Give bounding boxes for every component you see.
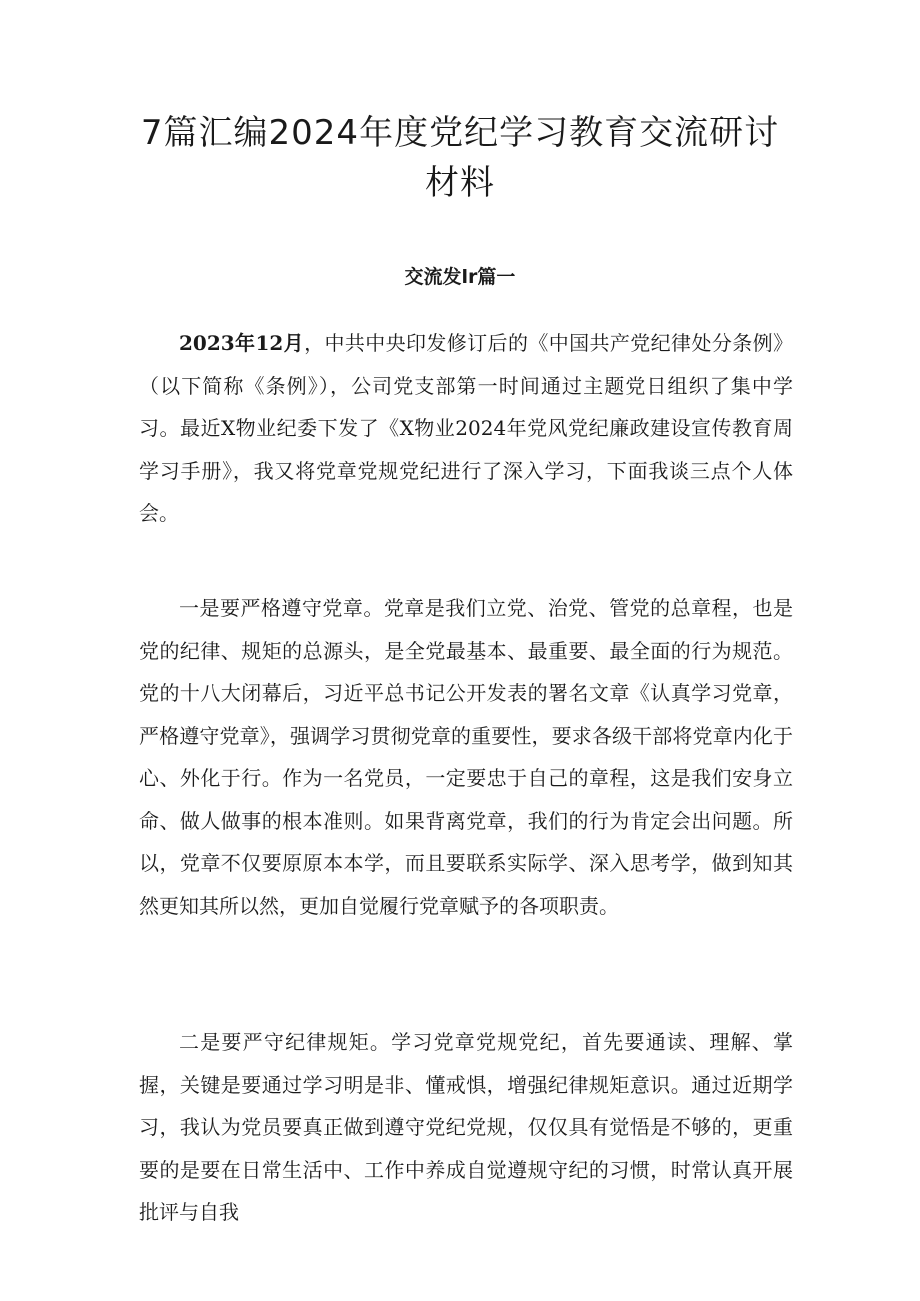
section-heading: 交流发lr篇一 (404, 266, 516, 288)
document-title-line-1: 7篇汇编2024年度党纪学习教育交流研讨 (140, 113, 780, 153)
paragraph-3: 二是要严守纪律规矩。学习党章党规党纪，首先要通读、理解、掌握，关键是要通过学习明是非、懂戒惧，增强纪律规矩意识。通过近期学习，我认为党员要真正做到遵守党纪党规，仅仅具有觉悟是不够的，更重要的是要在日常生活中、工作中养成自觉遵规守纪的习惯，时常认真开展批评与自我 (139, 1030, 793, 1224)
paragraph-1 (139, 322, 793, 535)
paragraph-1-date: 2023年12月 (179, 331, 305, 355)
paragraph-1-text: ，中共中央印发修订后的《中国共产党纪律处分条例》（以下简称《条例》），公司党支部第一时间通过主题党日组织了集中学习。最近X物业纪委下发了《X物业2024年党风党纪廉政建设宣传教育周学习手册》，我又将党章党规党纪进行了深入学习，下面我谈三点个人体会。 (139, 331, 794, 525)
document-title-line-2: 材料 (425, 163, 495, 203)
paragraph-2: 一是要严格遵守党章。党章是我们立党、治党、管党的总章程，也是党的纪律、规矩的总源头，是全党最基本、最重要、最全面的行为规范。党的十八大闭幕后，习近平总书记公开发表的署名文章《认真学习党章，严格遵守党章》，强调学习贯彻党章的重要性，要求各级干部将党章内化于心、外化于行。作为一名党员，一定要忠于自己的章程，这是我们安身立命、做人做事的根本准则。如果背离党章，我们的行为肯定会出问题。所以，党章不仅要原原本本学，而且要联系实际学、深入思考学，做到知其然更知其所以然，更加自觉履行党章赋予的各项职责。 (139, 596, 793, 918)
